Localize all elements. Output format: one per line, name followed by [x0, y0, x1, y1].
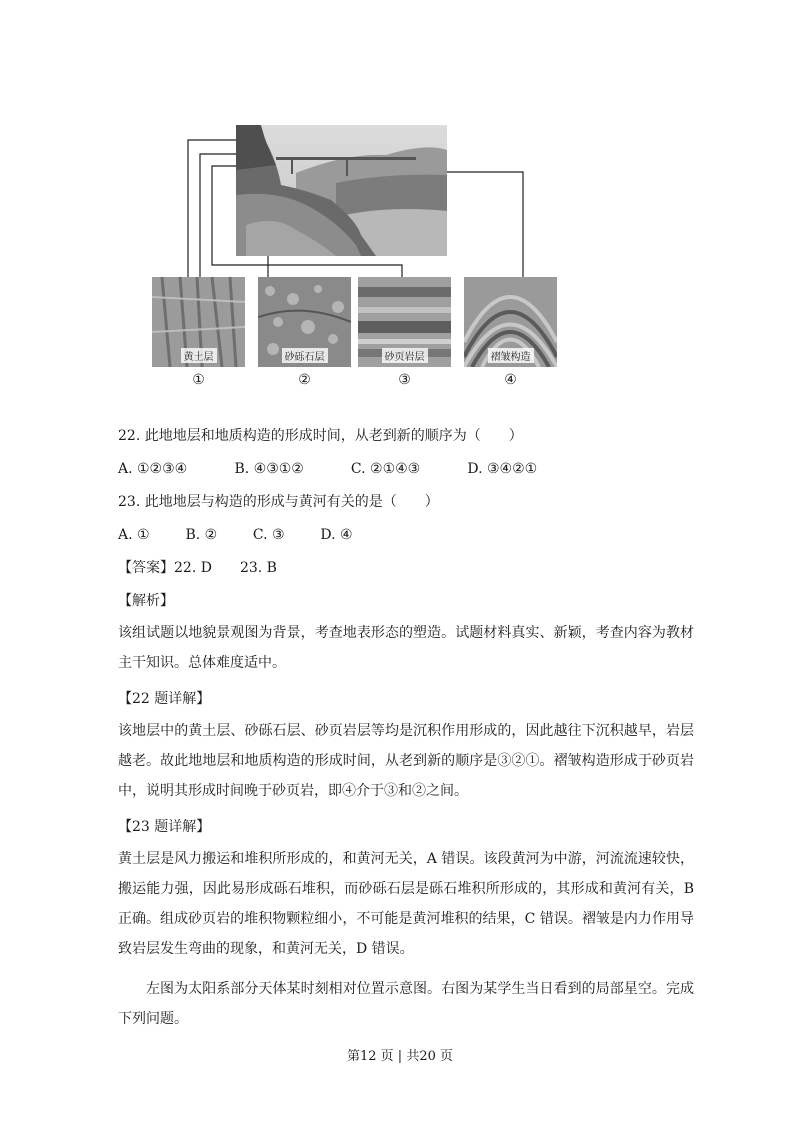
fold-label: 褶皱构造	[488, 348, 534, 363]
figure-number-1: ①	[192, 372, 205, 388]
question-23-stem: 23. 此地地层与构造的形成与黄河有关的是（ ）	[118, 494, 439, 510]
page-footer: 第12 页 | 共20 页	[347, 1049, 453, 1064]
sandstone-shale-photo	[358, 277, 451, 367]
loess-label: 黄土层	[181, 348, 217, 363]
q23-option-a: A. ①	[118, 527, 150, 543]
answer-line: 【答案】22. D 23. B	[118, 560, 277, 576]
q22-option-d: D. ③④②①	[467, 461, 538, 477]
figure-number-2: ②	[298, 372, 311, 388]
q23-detail-heading: 【23 题详解】	[118, 819, 211, 835]
yellow-river-canyon-photo	[236, 125, 447, 256]
q23-option-c: C. ③	[252, 527, 285, 543]
gravel-layer-photo	[258, 277, 351, 367]
analysis-text: 该组试题以地貌景观图为背景，考查地表形态的塑造。试题材料真实、新颖，考查内容为教材主干知识。总体难度适中。	[118, 625, 694, 671]
sandstone-shale-label: 砂页岩层	[382, 348, 428, 363]
analysis-heading: 【解析】	[118, 593, 174, 609]
gravel-label: 砂砾石层	[282, 348, 328, 363]
q22-option-c: C. ②①④③	[350, 461, 421, 477]
figure-number-3: ③	[398, 372, 411, 388]
q22-detail-heading: 【22 题详解】	[118, 691, 211, 707]
question-22-options	[118, 459, 537, 479]
q23-option-b: B. ②	[185, 527, 218, 543]
question-23-options	[118, 525, 353, 545]
next-question-intro: 左图为太阳系部分天体某时刻相对位置示意图。右图为某学生当日看到的局部星空。完成下列问题。	[118, 981, 694, 1027]
fold-structure-photo	[464, 277, 557, 367]
question-22-stem: 22. 此地地层和地质构造的形成时间，从老到新的顺序为（ ）	[118, 428, 523, 444]
loess-layer-photo	[152, 277, 245, 367]
q22-option-b: B. ④③①②	[234, 461, 304, 477]
q22-detail-text: 该地层中的黄土层、砂砾石层、砂页岩层等均是沉积作用形成的，因此越往下沉积越早，岩层越老。故此地地层和地质构造的形成时间，从老到新的顺序是③②①。褶皱构造形成于砂页岩中，说明其形成时间晚于砂页岩，即④介于③和②之间。	[118, 723, 694, 799]
q23-detail-text: 黄土层是风力搬运和堆积所形成的，和黄河无关，A 错误。该段黄河为中游，河流流速较快，搬运能力强，因此易形成砾石堆积，而砂砾石层是砾石堆积所形成的，其形成和黄河有关，B 正确。组成砂页岩的堆积物颗粒细小，不可能是黄河堆积的结果，C 错误。褶皱是内力作用导致岩层发生弯曲的现象，和黄河无关，D 错误。	[118, 851, 694, 957]
figure-number-4: ④	[504, 372, 517, 388]
landscape-figure	[150, 120, 570, 392]
q22-option-a: A. ①②③④	[118, 461, 188, 477]
q23-option-d: D. ④	[320, 527, 353, 543]
